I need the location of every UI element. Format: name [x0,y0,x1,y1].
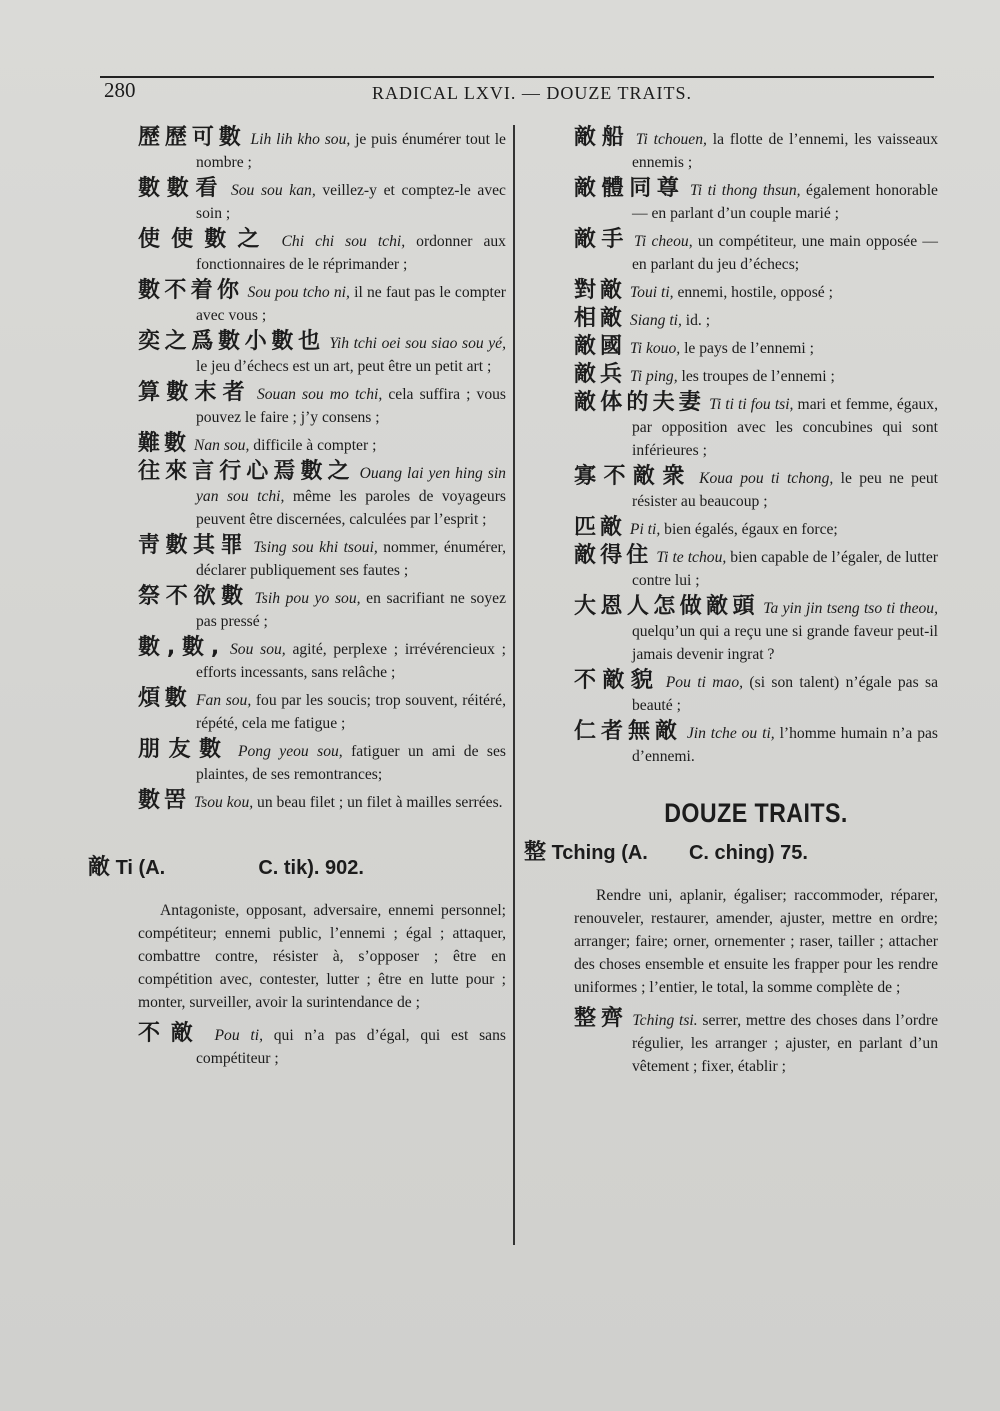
dictionary-entry [138,126,506,174]
dictionary-entry [138,177,506,225]
dictionary-entry [138,789,506,814]
dictionary-entry [574,391,938,462]
entry-definition: veillez-y et comptez-le avec soin ; [196,182,506,222]
entry-romanization: Souan sou mo tchi, [256,386,383,403]
ti-head-label: Ti (A. [115,857,166,879]
entry-chinese: 寡不敵衆 [574,464,692,489]
dictionary-entry [138,381,506,429]
entry-definition: (si son talent) n’égale pas sa beauté ; [632,674,938,714]
dictionary-entry [574,544,938,592]
dictionary-entry [138,738,506,786]
column-divider [513,125,515,1245]
tching-head-label: Tching (A. [551,842,648,864]
entry-romanization: Ti kouo, [629,340,681,357]
entry-chinese: 祭不欲數 [138,584,249,609]
entry-definition: les troupes de l’ennemi ; [677,368,835,385]
entry-romanization: Siang ti, [629,312,682,329]
entry-chinese: 數不着你 [138,278,244,303]
dictionary-entry [574,307,938,332]
entry-definition: le peu ne peut résister au beaucoup ; [632,470,938,510]
dictionary-entry [138,228,506,276]
entry-romanization: Ti te tchou, [656,549,727,566]
running-header: RADICAL LXVI. — DOUZE TRAITS. [372,83,692,103]
entry-romanization: Nan sou, [193,437,250,454]
entry-definition: qui n’a pas d’égal, qui est sans compétiteur ; [196,1027,506,1067]
entry-chinese: 煩數 [138,686,192,711]
entry-chinese: 大恩人怎做敵頭 [574,594,759,619]
entry-chinese: 歷歷可數 [138,125,246,150]
left-entry-list [138,126,506,814]
entry-chinese: 敵船 [574,125,630,150]
dictionary-entry [574,669,938,717]
entry-chinese: 往來言行心焉數之 [138,459,355,484]
entry-definition: un beau filet ; un filet à mailles serrées. [253,794,503,811]
entry-definition: serrer, mettre des choses dans l’ordre régulier, les arranger ; ajuster, en parlant d’un vêtement ; fixer, établir ; [632,1012,938,1075]
entry-definition: je puis énumérer tout le nombre ; [196,131,506,171]
entry-romanization: Lih lih kho sou, [250,131,351,148]
entry-definition: cela suffira ; vous pouvez le faire ; j’y consens ; [196,386,506,426]
ti-entry-list [138,1022,506,1070]
dictionary-entry [574,720,938,768]
ti-definition: Antagoniste, opposant, adversaire, ennemi personnel; compétiteur; ennemi public, l’ennemi ; égal ; attaquer, combattre contre, résister à, s’opposer ; être en compétition avec, contester, lutter ; être en lutte pour ; monter, surveiller, avoir la surintendance de ; [138,902,506,1011]
tching-head-cantonese: C. ching) 75. [688,842,808,864]
dictionary-entry [138,636,506,684]
entry-chinese: 整齊 [574,1006,628,1031]
entry-romanization: Fan sou, [195,692,252,709]
entry-chinese: 不敵貌 [574,668,660,693]
entry-chinese: 奕之爲數小數也 [138,329,325,354]
entry-romanization: Jin tche ou ti, [686,725,775,742]
entry-chinese: 數,數, [138,635,224,660]
entry-definition: quelqu’un qui a reçu une si grande faveur peut-il jamais devenir ingrat ? [632,623,938,663]
entry-chinese: 不敵 [138,1021,204,1046]
entry-chinese: 敵手 [574,227,629,252]
tching-definition: Rendre uni, aplanir, égaliser; raccommoder, réparer, renouveler, restaurer, amender, ajuster, mettre en ordre; arranger; faire; orner, ornementer ; raser, tailler ; attacher des choses ensemble et ensuite les frapper pour les rendre uniformes ; l’entier, le total, la somme complète de ; [574,887,938,996]
tching-head-char: 整 [524,840,547,865]
page-number: 280 [104,78,136,102]
entry-romanization: Pou ti, [214,1027,263,1044]
entry-definition: la flotte de l’ennemi, les vaisseaux ennemis ; [632,131,938,171]
entry-definition: bien capable de l’égaler, de lutter contre lui ; [632,549,938,589]
entry-chinese: 使使數之 [138,227,271,252]
entry-romanization: Ti ti ti fou tsi, [709,396,794,413]
entry-romanization: Pi ti, [629,521,661,538]
entry-definition: fou par les soucis; trop souvent, réitéré, répété, cela me fatigue ; [196,692,506,732]
dictionary-entry [574,516,938,541]
entry-romanization: Pou ti mao, [665,674,744,691]
entry-chinese: 靑數其罪 [138,533,249,558]
entry-romanization: Sou sou kan, [230,182,316,199]
entry-chinese: 敵体的夫妻 [574,390,705,415]
entry-romanization: Koua pou ti tchong, [699,470,834,487]
tching-entry-list [574,1007,938,1078]
header-rule [100,76,934,78]
dictionary-entry [574,363,938,388]
entry-definition: en sacrifiant ne soyez pas pressé ; [196,590,506,630]
entry-definition: même les paroles de voyageurs peuvent être discernées, calculées par l’esprit ; [196,488,506,528]
entry-romanization: Ti cheou, [634,233,693,250]
entry-definition: mari et femme, égaux, par opposition avec les concubines qui sont inférieures ; [632,396,938,459]
entry-definition: agité, perplexe ; irrévérencieux ; efforts incessants, sans relâche ; [196,641,506,681]
entry-romanization: Toui ti, [629,284,674,301]
entry-chinese: 敵體同尊 [574,176,685,201]
dictionary-entry [574,595,938,666]
entry-chinese: 朋友數 [138,737,230,762]
dictionary-entry [138,432,506,457]
left-column [88,125,506,1073]
dictionary-entry [138,330,506,378]
entry-definition: le pays de l’ennemi ; [680,340,814,357]
dictionary-entry [574,126,938,174]
entry-chinese: 數數看 [138,176,225,201]
dictionary-entry [138,1022,506,1070]
dictionary-entry [574,177,938,225]
entry-chinese: 仁者無敵 [574,719,682,744]
entry-definition: un compétiteur, une main opposée — en parlant du jeu d’échecs; [632,233,938,273]
entry-romanization: Yih tchi oei sou siao sou yé, [329,335,506,352]
entry-romanization: Ti ti thong thsun, [689,182,801,199]
entry-definition: le jeu d’échecs est un art, peut être un petit art ; [196,358,492,375]
entry-romanization: Pong yeou sou, [237,743,343,760]
entry-definition: difficile à compter ; [249,437,377,454]
entry-definition: bien égalés, égaux en force; [660,521,838,538]
dictionary-entry [574,465,938,513]
entry-romanization: Ta yin jin tseng tso ti theou, [763,600,939,617]
entry-definition: nommer, énumérer, déclarer publiquement ses fautes ; [196,539,506,579]
entry-chinese: 算數末者 [138,380,251,405]
entry-definition: l’homme humain n’a pas d’ennemi. [632,725,938,765]
entry-definition: ordonner aux fonctionnaires de le réprimander ; [196,233,506,273]
dictionary-entry [138,585,506,633]
entry-romanization: Sou pou tcho ni, [247,284,350,301]
entry-chinese: 敵得住 [574,543,653,568]
entry-romanization: Tsing sou khi tsoui, [253,539,378,556]
dictionary-entry [138,279,506,327]
entry-chinese: 敵兵 [574,362,627,387]
entry-romanization: Tsih pou yo sou, [254,590,361,607]
entry-definition: id. ; [681,312,711,329]
dictionary-entry [138,687,506,735]
dictionary-entry [138,534,506,582]
entry-romanization: Sou sou, [230,641,286,658]
ti-head-cantonese: C. tik). 902. [258,857,364,879]
entry-romanization: Tching tsi. [632,1012,698,1029]
section-title: DOUZE TRAITS. [664,798,848,828]
entry-chinese: 難數 [138,431,191,456]
entry-romanization: Ti ping, [629,368,678,385]
entry-definition: fatiguer un ami de ses plaintes, de ses remontrances; [196,743,506,783]
entry-chinese: 對敵 [574,278,627,303]
dictionary-entry [574,279,938,304]
tching-heading [524,835,938,866]
entry-chinese: 匹敵 [574,515,627,540]
entry-romanization: Tsou kou, [193,794,254,811]
entry-chinese: 相敵 [574,306,627,331]
right-column [524,125,939,1081]
entry-romanization: Ti tchouen, [635,131,707,148]
entry-romanization: Ouang lai yen hing sin yan sou tchi, [196,465,506,505]
dictionary-entry [138,460,506,531]
entry-chinese: 數罟 [138,788,191,813]
ti-head-char: 敵 [88,855,111,880]
right-entry-list [574,126,938,768]
entry-definition: il ne faut pas le compter avec vous ; [196,284,506,324]
entry-chinese: 敵國 [574,334,627,359]
ti-heading [88,850,506,881]
dictionary-entry [574,228,938,276]
entry-romanization: Chi chi sou tchi, [281,233,406,250]
dictionary-entry [574,1007,938,1078]
entry-definition: ennemi, hostile, opposé ; [673,284,833,301]
dictionary-entry [574,335,938,360]
entry-definition: également honorable — en parlant d’un couple marié ; [632,182,938,222]
